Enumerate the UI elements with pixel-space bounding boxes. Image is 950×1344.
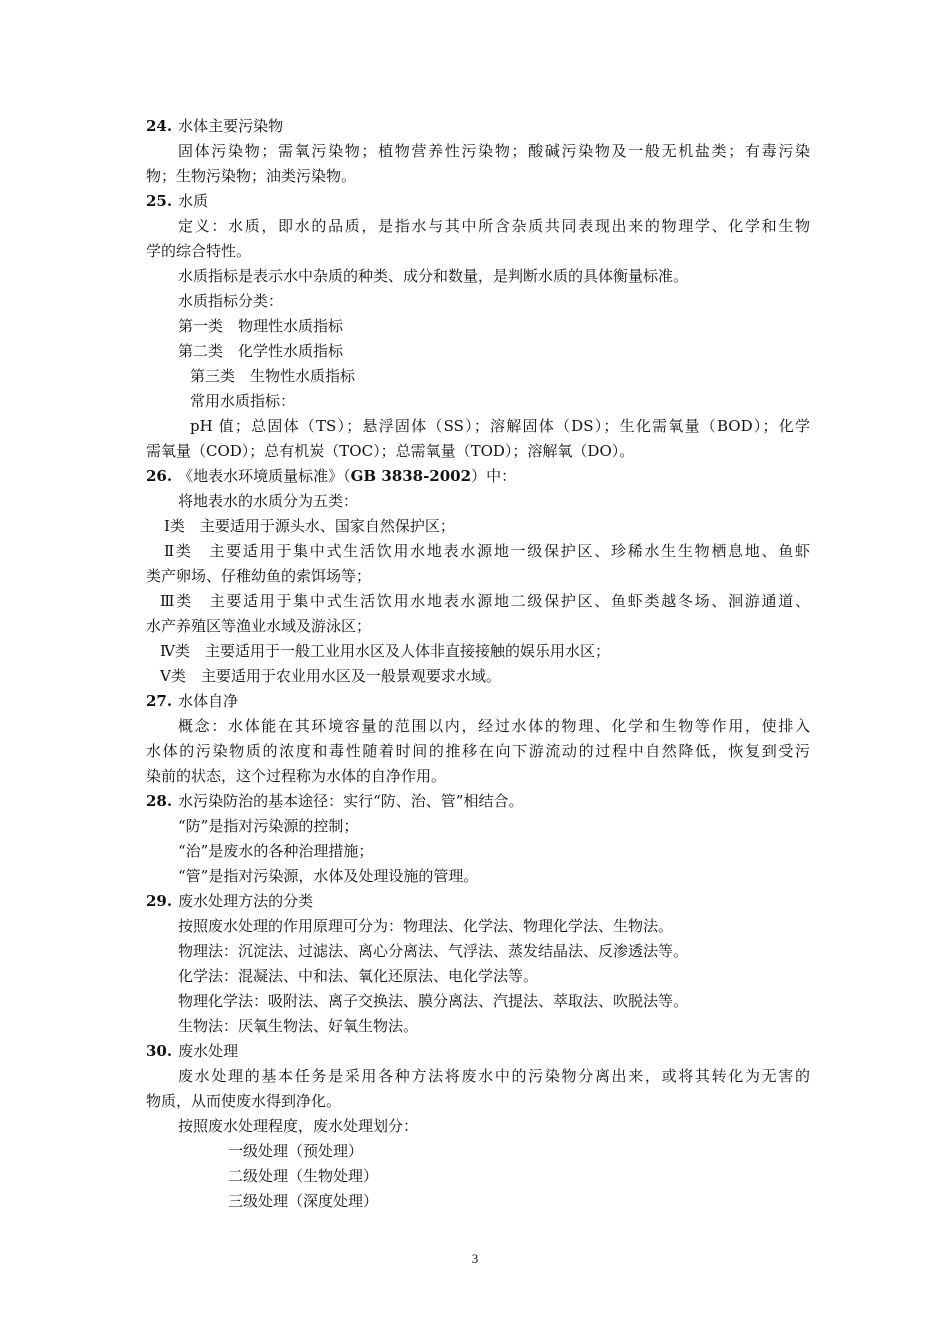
section-title: 水污染防治的基本途径：实行“防、治、管”相结合。 — [178, 792, 524, 810]
class-item-5: Ⅴ类 主要适用于农业用水区及一般景观要求水域。 — [160, 667, 501, 685]
heading-30 — [146, 1039, 810, 1064]
paragraph-line: 定义：水质，即水的品质，是指水与其中所含杂质共同表现出来的物理学、化学和生物 — [178, 217, 810, 235]
section-number: 29. — [146, 892, 173, 910]
section-number: 28. — [146, 792, 173, 810]
paragraph-line: 染前的状态，这个过程称为水体的自净作用。 — [146, 767, 447, 785]
section-number: 30. — [146, 1042, 173, 1060]
standard-code: GB 3838-2002 — [350, 467, 472, 485]
section-title: 《地表水环境质量标准》（ — [178, 467, 351, 485]
section-number: 25. — [146, 192, 173, 210]
paragraph-line: 概念：水体能在其环境容量的范围以内，经过水体的物理、化学和生物等作用，使排入 — [178, 717, 810, 735]
list-item: 三级处理（深度处理） — [228, 1192, 379, 1210]
list-item: 第二类 化学性水质指标 — [178, 342, 344, 360]
paragraph-line: 将地表水的水质分为五类： — [178, 492, 359, 510]
class-item-4: Ⅳ类 主要适用于一般工业用水区及人体非直接接触的娱乐用水区； — [160, 642, 610, 660]
section-title: 废水处理方法的分类 — [178, 892, 314, 910]
paragraph-line: 物；生物污染物；油类污染物。 — [146, 167, 357, 185]
page-number: 3 — [471, 1251, 479, 1266]
paragraph-line: “管”是指对污染源，水体及处理设施的管理。 — [178, 867, 479, 885]
section-number: 26. — [146, 467, 173, 485]
paragraph-line: 生物法：厌氧生物法、好氧生物法。 — [178, 1017, 419, 1035]
section-title: 水质 — [178, 192, 209, 210]
section-title: 水体自净 — [178, 692, 239, 710]
section-title: 水体主要污染物 — [178, 117, 284, 135]
paragraph-line: 废水处理的基本任务是采用各种方法将废水中的污染物分离出来，或将其转化为无害的 — [178, 1067, 810, 1085]
class-item-3: Ⅲ类 主要适用于集中式生活饮用水地表水源地二级保护区、鱼虾类越冬场、洄游通道、 — [160, 592, 810, 610]
paragraph-line: 按照废水处理的作用原理可分为：物理法、化学法、物理化学法、生物法。 — [178, 917, 674, 935]
heading-26 — [146, 464, 810, 489]
list-item: 二级处理（生物处理） — [228, 1167, 379, 1185]
paragraph-line: 水体的污染物质的浓度和毒性随着时间的推移在向下游流动的过程中自然降低，恢复到受污 — [146, 742, 810, 760]
list-item: 第三类 生物性水质指标 — [190, 367, 356, 385]
paragraph-line: 按照废水处理程度，废水处理划分： — [178, 1117, 419, 1135]
paragraph-line: 水质指标是表示水中杂质的种类、成分和数量，是判断水质的具体衡量标准。 — [178, 267, 689, 285]
paragraph-line: 需氧量（COD）；总有机炭（TOC）；总需氧量（TOD）；溶解氧（DO）。 — [146, 442, 635, 460]
class-item-2: Ⅱ类 主要适用于集中式生活饮用水地表水源地一级保护区、珍稀水生生物栖息地、鱼虾 — [164, 542, 810, 560]
class-item-1: Ⅰ类 主要适用于源头水、国家自然保护区； — [164, 517, 455, 535]
section-title: 废水处理 — [178, 1042, 239, 1060]
list-item: 一级处理（预处理） — [228, 1142, 364, 1160]
list-item: 第一类 物理性水质指标 — [178, 317, 344, 335]
paragraph-line: 水产养殖区等渔业水域及游泳区； — [146, 617, 372, 635]
section-number: 27. — [146, 692, 173, 710]
section-number: 24. — [146, 117, 173, 135]
paragraph-line: 物质，从而使废水得到净化。 — [146, 1092, 342, 1110]
paragraph-line: 物理化学法：吸附法、离子交换法、膜分离法、汽提法、萃取法、吹脱法等。 — [178, 992, 689, 1010]
heading-24 — [146, 114, 810, 139]
paragraph-line: “治”是废水的各种治理措施； — [178, 842, 374, 860]
paragraph-line: 学的综合特性。 — [146, 242, 252, 260]
heading-29 — [146, 889, 810, 914]
paragraph-line: 化学法：混凝法、中和法、氧化还原法、电化学法等。 — [178, 967, 539, 985]
paragraph-line: “防”是指对污染源的控制； — [178, 817, 359, 835]
heading-28 — [146, 789, 810, 814]
paragraph-line: 物理法：沉淀法、过滤法、离心分离法、气浮法、蒸发结晶法、反渗透法等。 — [178, 942, 689, 960]
paragraph-line: 固体污染物；需氧污染物；植物营养性污染物；酸碱污染物及一般无机盐类；有毒污染 — [178, 142, 810, 160]
paragraph-line: 水质指标分类： — [178, 292, 284, 310]
paragraph-line: 常用水质指标： — [190, 392, 296, 410]
heading-27 — [146, 689, 810, 714]
paragraph-line: pH 值；总固体（TS）；悬浮固体（SS）；溶解固体（DS）；生化需氧量（BOD）；化学 — [190, 417, 810, 435]
heading-25 — [146, 189, 810, 214]
section-title-tail: ）中： — [471, 467, 517, 485]
paragraph-line: 类产卵场、仔稚幼鱼的索饵场等； — [146, 567, 372, 585]
